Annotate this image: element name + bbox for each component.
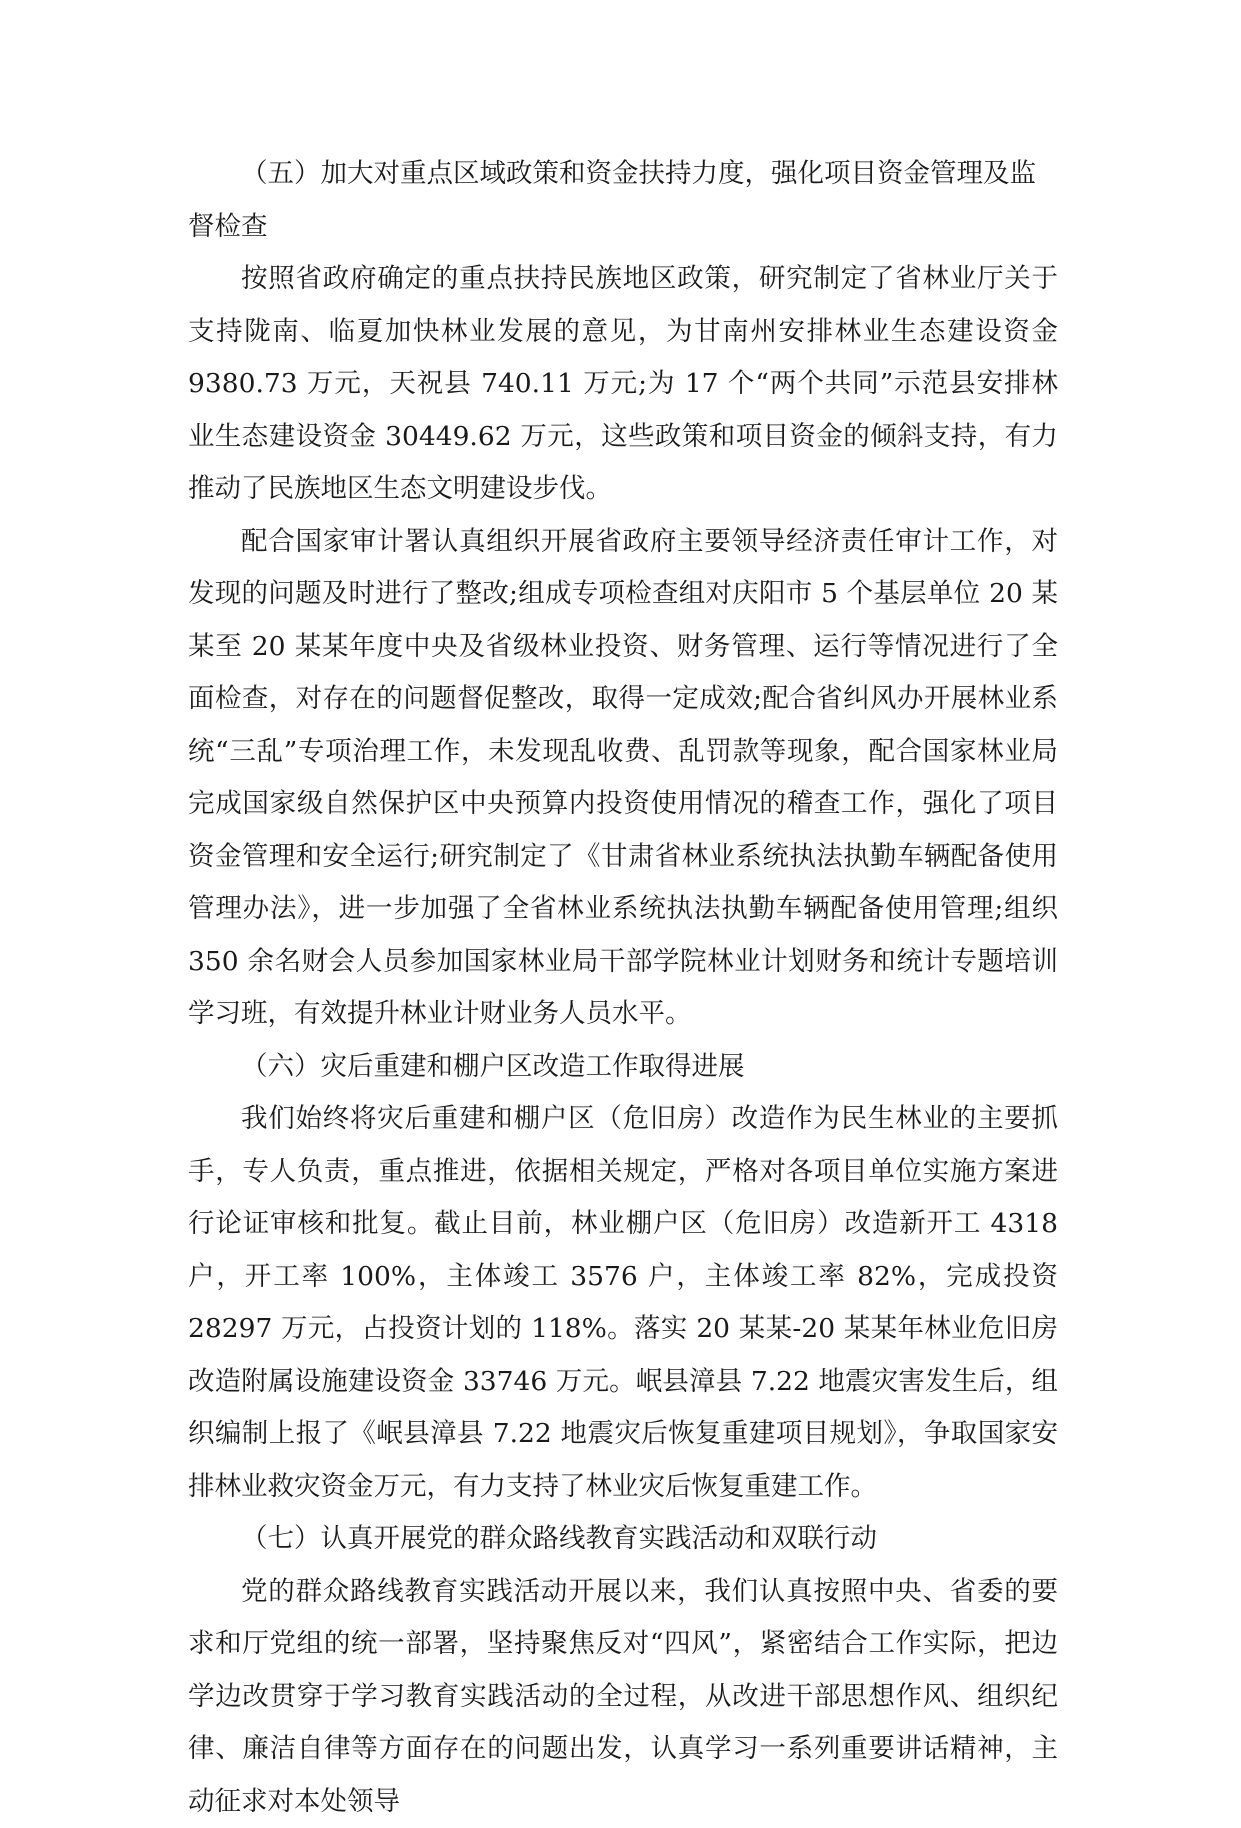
document-page xyxy=(188,148,1058,1828)
section-heading-5: （五）加大对重点区域政策和资金扶持力度，强化项目资金管理及监督检查 xyxy=(188,148,1058,253)
body-paragraph: 党的群众路线教育实践活动开展以来，我们认真按照中央、省委的要求和厅党组的统一部署，坚持聚焦反对“四风”，紧密结合工作实际，把边学边改贯穿于学习教育实践活动的全过程，从改进干部思想作风、组织纪律、廉洁自律等方面存在的问题出发，认真学习一系列重要讲话精神，主动征求对本处领导 xyxy=(188,1566,1058,1828)
body-paragraph: 配合国家审计署认真组织开展省政府主要领导经济责任审计工作，对发现的问题及时进行了整改;组成专项检查组对庆阳市 5 个基层单位 20 某某至 20 某某年度中央及省级林业投资、财务管理、运行等情况进行了全面检查，对存在的问题督促整改，取得一定成效;配合省纠风办开展林业系统“三乱”专项治理工作，未发现乱收费、乱罚款等现象，配合国家林业局完成国家级自然保护区中央预算内投资使用情况的稽查工作，强化了项目资金管理和安全运行;研究制定了《甘肃省林业系统执法执勤车辆配备使用管理办法》，进一步加强了全省林业系统执法执勤车辆配备使用管理;组织 350 余名财会人员参加国家林业局干部学院林业计划财务和统计专题培训学习班，有效提升林业计财业务人员水平。 xyxy=(188,516,1058,1041)
section-heading-6: （六）灾后重建和棚户区改造工作取得进展 xyxy=(188,1041,1058,1094)
body-paragraph: 我们始终将灾后重建和棚户区（危旧房）改造作为民生林业的主要抓手，专人负责，重点推进，依据相关规定，严格对各项目单位实施方案进行论证审核和批复。截止目前，林业棚户区（危旧房）改造新开工 4318 户，开工率 100%，主体竣工 3576 户，主体竣工率 82%，完成投资 28297 万元，占投资计划的 118%。落实 20 某某-20 某某年林业危旧房改造附属设施建设资金 33746 万元。岷县漳县 7.22 地震灾害发生后，组织编制上报了《岷县漳县 7.22 地震灾后恢复重建项目规划》，争取国家安排林业救灾资金万元，有力支持了林业灾后恢复重建工作。 xyxy=(188,1093,1058,1513)
body-paragraph: 按照省政府确定的重点扶持民族地区政策，研究制定了省林业厅关于支持陇南、临夏加快林业发展的意见，为甘南州安排林业生态建设资金 9380.73 万元，天祝县 740.11 万元;为 17 个“两个共同”示范县安排林业生态建设资金 30449.62 万元，这些政策和项目资金的倾斜支持，有力推动了民族地区生态文明建设步伐。 xyxy=(188,253,1058,516)
section-heading-7: （七）认真开展党的群众路线教育实践活动和双联行动 xyxy=(188,1513,1058,1566)
